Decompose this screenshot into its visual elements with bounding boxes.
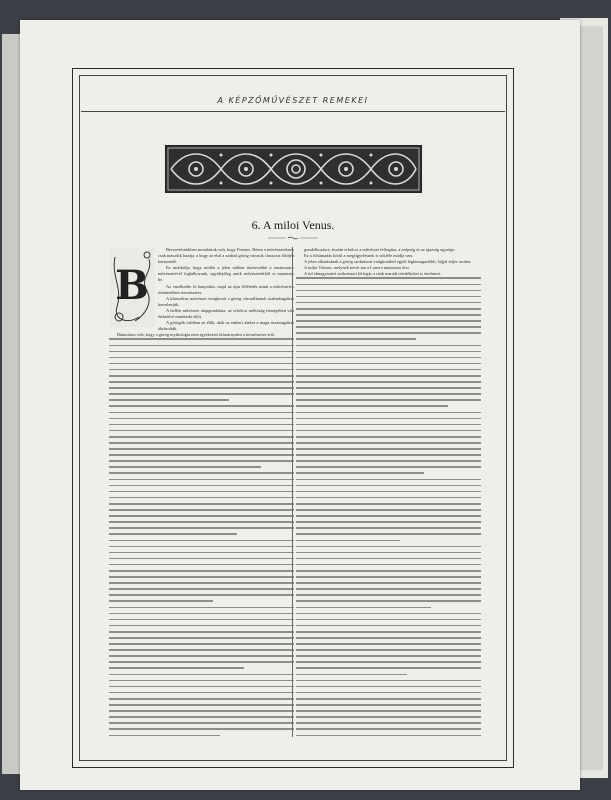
text-line [296,424,481,426]
text-line [296,326,481,328]
text-line [109,686,294,688]
text-line [296,625,481,627]
text-line [296,436,481,438]
text-line [296,472,424,474]
text-line [109,363,294,365]
text-line [109,412,294,414]
text-line [109,424,294,426]
text-line [109,546,294,548]
text-line [109,692,294,694]
text-line [109,509,294,511]
text-line [109,351,294,353]
text-line [296,546,481,548]
text-line [296,704,481,706]
text-line [296,564,481,566]
text-line [296,613,481,615]
text-line [109,607,294,609]
text-line [109,485,294,487]
text-line [109,680,294,682]
left-fragment: Az emelkedés és hanyatlás, majd az újra föléledés mind a művészetek történetében természetes. [158,283,294,295]
text-column-right [296,247,481,737]
text-line [296,570,481,572]
text-line [296,357,481,359]
text-line [296,284,481,286]
text-line [109,631,294,633]
text-line [109,338,294,340]
text-line [296,491,481,493]
text-line [296,418,481,420]
opening-paragraph: Bevezetésünkben mondottuk volt, hogy Firenze, Róma a művészeteknek csak második hazája, a hogy az első a szabad görög városok classicus földjén keresendő. [158,247,294,265]
text-line [109,637,294,639]
text-line [296,442,481,444]
text-line [109,521,294,523]
article-title: 6. A miloi Venus. [251,218,335,232]
text-line [296,637,481,639]
right-fragment: A miloi Vénusz, melynek nevét ma a Louvre múzeuma őrzi. [304,265,410,271]
text-line [296,345,481,347]
text-line [109,466,261,468]
text-line [109,369,294,371]
text-line [109,357,294,359]
left-fragment: Ez indokolja, hogy midőn a jelen műben tüzetesebbé a renaissance művészetével foglalkozunk, egyidejűleg antik művészetekből is mutatunk be. [158,265,294,283]
text-line [296,387,481,389]
text-line [296,558,481,560]
text-line [296,643,481,645]
text-line [296,302,481,304]
text-line [296,667,481,669]
text-line [296,509,481,511]
text-line [109,600,213,602]
text-column-left [109,247,294,737]
book-page [20,20,580,790]
right-fragment: A jelen alkotásának a görög szobrászat virágkorából egyik legkimagaslóbb, bájjal teljes szobra. [304,259,472,265]
text-line [296,466,481,468]
text-line [296,393,481,395]
text-line [296,655,481,657]
right-fragment: gondolkozásra, tisztán erkölcsi a művészet felfogása, a szépség és az igazság egysége. [304,247,456,252]
right-fragment: Ez a föltámadás körül a megfigyelésnek is sokféle módja van. [304,253,413,259]
text-line [109,643,294,645]
text-line [109,588,294,590]
text-line [109,564,294,566]
text-line [296,540,400,542]
text-line [109,515,294,517]
right-body-text-lines [296,277,481,737]
text-line [296,576,481,578]
text-line [296,363,481,365]
text-line [109,594,294,596]
text-line [109,479,294,481]
text-line [296,479,481,481]
text-line [296,716,481,718]
right-fragment: A tul elmagyarázó szobrászati felfogás a ránk maradt töredékeket is értelmezi. [304,271,442,277]
text-line [296,692,481,694]
text-line [109,674,294,676]
text-line [109,552,294,554]
text-line [109,728,294,730]
text-line [296,503,481,505]
text-line [109,533,237,535]
text-line [296,735,481,737]
text-line [109,405,294,407]
text-line [109,472,294,474]
text-line [109,448,294,450]
text-line [296,497,481,499]
text-line [109,491,294,493]
text-line [296,290,481,292]
ornamental-headpiece [165,145,422,193]
text-line [109,375,294,377]
text-line [109,576,294,578]
left-fragment: A hellén művészet alapgondolata, az erkölcsi méltóság fenségében vált érthetővé mindenki előtt. [158,307,294,320]
text-line [296,454,481,456]
text-line [296,649,481,651]
text-line [296,314,481,316]
text-line [296,375,481,377]
text-line [109,345,294,347]
left-fragment: A klasszikus művészet virágkorát a görög városállamok szabadságában kereshetjük. [158,295,294,307]
text-line [296,552,481,554]
text-line [296,661,481,663]
text-line [296,338,416,340]
text-line [296,405,448,407]
text-line [109,735,220,737]
text-line [296,582,481,584]
text-line [109,704,294,706]
text-line [109,497,294,499]
text-line [296,600,481,602]
text-line [109,722,294,724]
text-line [109,613,294,615]
text-line [109,503,294,505]
decorated-initial-icon [109,247,155,327]
left-fragment: A görögök valóban az élők, akik az emberi alakot a maga tisztaságában ábrázolták. [158,320,294,332]
text-line [109,527,294,529]
text-line [296,619,481,621]
text-line [296,296,481,298]
text-line [296,607,431,609]
text-line [109,582,294,584]
left-fragment: Bámulatos volt, hogy a görög mythologia nem igyekezett túlszárnyalni a természetes erőt. [117,332,276,338]
text-line [109,418,294,420]
text-line [296,485,481,487]
text-line [109,454,294,456]
ornament-pattern-icon [166,146,421,192]
text-line [296,381,481,383]
text-line [109,710,294,712]
left-body-text-lines [109,338,294,737]
text-line [109,570,294,572]
text-line [296,594,481,596]
title-flourish-icon [266,235,320,241]
dropcap-letter: B [115,262,149,309]
text-line [109,655,294,657]
text-line [109,619,294,621]
text-line [109,460,294,462]
text-line [296,351,481,353]
text-line [109,558,294,560]
text-line [109,540,294,542]
text-line [296,674,407,676]
text-line [296,369,481,371]
page-frame [72,68,514,768]
text-line [109,667,244,669]
text-line [109,436,294,438]
text-line [296,320,481,322]
text-line [109,387,294,389]
text-line [109,430,294,432]
column-divider [292,247,293,737]
text-line [109,716,294,718]
text-line [109,399,229,401]
text-line [296,515,481,517]
text-line [296,448,481,450]
text-line [109,649,294,651]
header-rule [81,111,505,112]
text-line [296,527,481,529]
text-line [296,698,481,700]
text-line [109,393,294,395]
text-line [296,686,481,688]
text-line [296,710,481,712]
text-line [296,430,481,432]
running-head: A KÉPZŐMŰVÉSZET REMEKEI [217,96,369,105]
text-line [296,308,481,310]
text-line [296,460,481,462]
text-line [296,722,481,724]
text-line [296,728,481,730]
text-line [296,533,481,535]
text-line [296,631,481,633]
text-line [296,680,481,682]
text-line [109,698,294,700]
text-line [296,521,481,523]
text-line [296,332,481,334]
text-line [109,661,294,663]
text-line [296,412,481,414]
text-line [109,381,294,383]
text-line [296,588,481,590]
text-line [109,442,294,444]
text-line [109,625,294,627]
text-line [296,399,481,401]
text-line [296,277,481,279]
